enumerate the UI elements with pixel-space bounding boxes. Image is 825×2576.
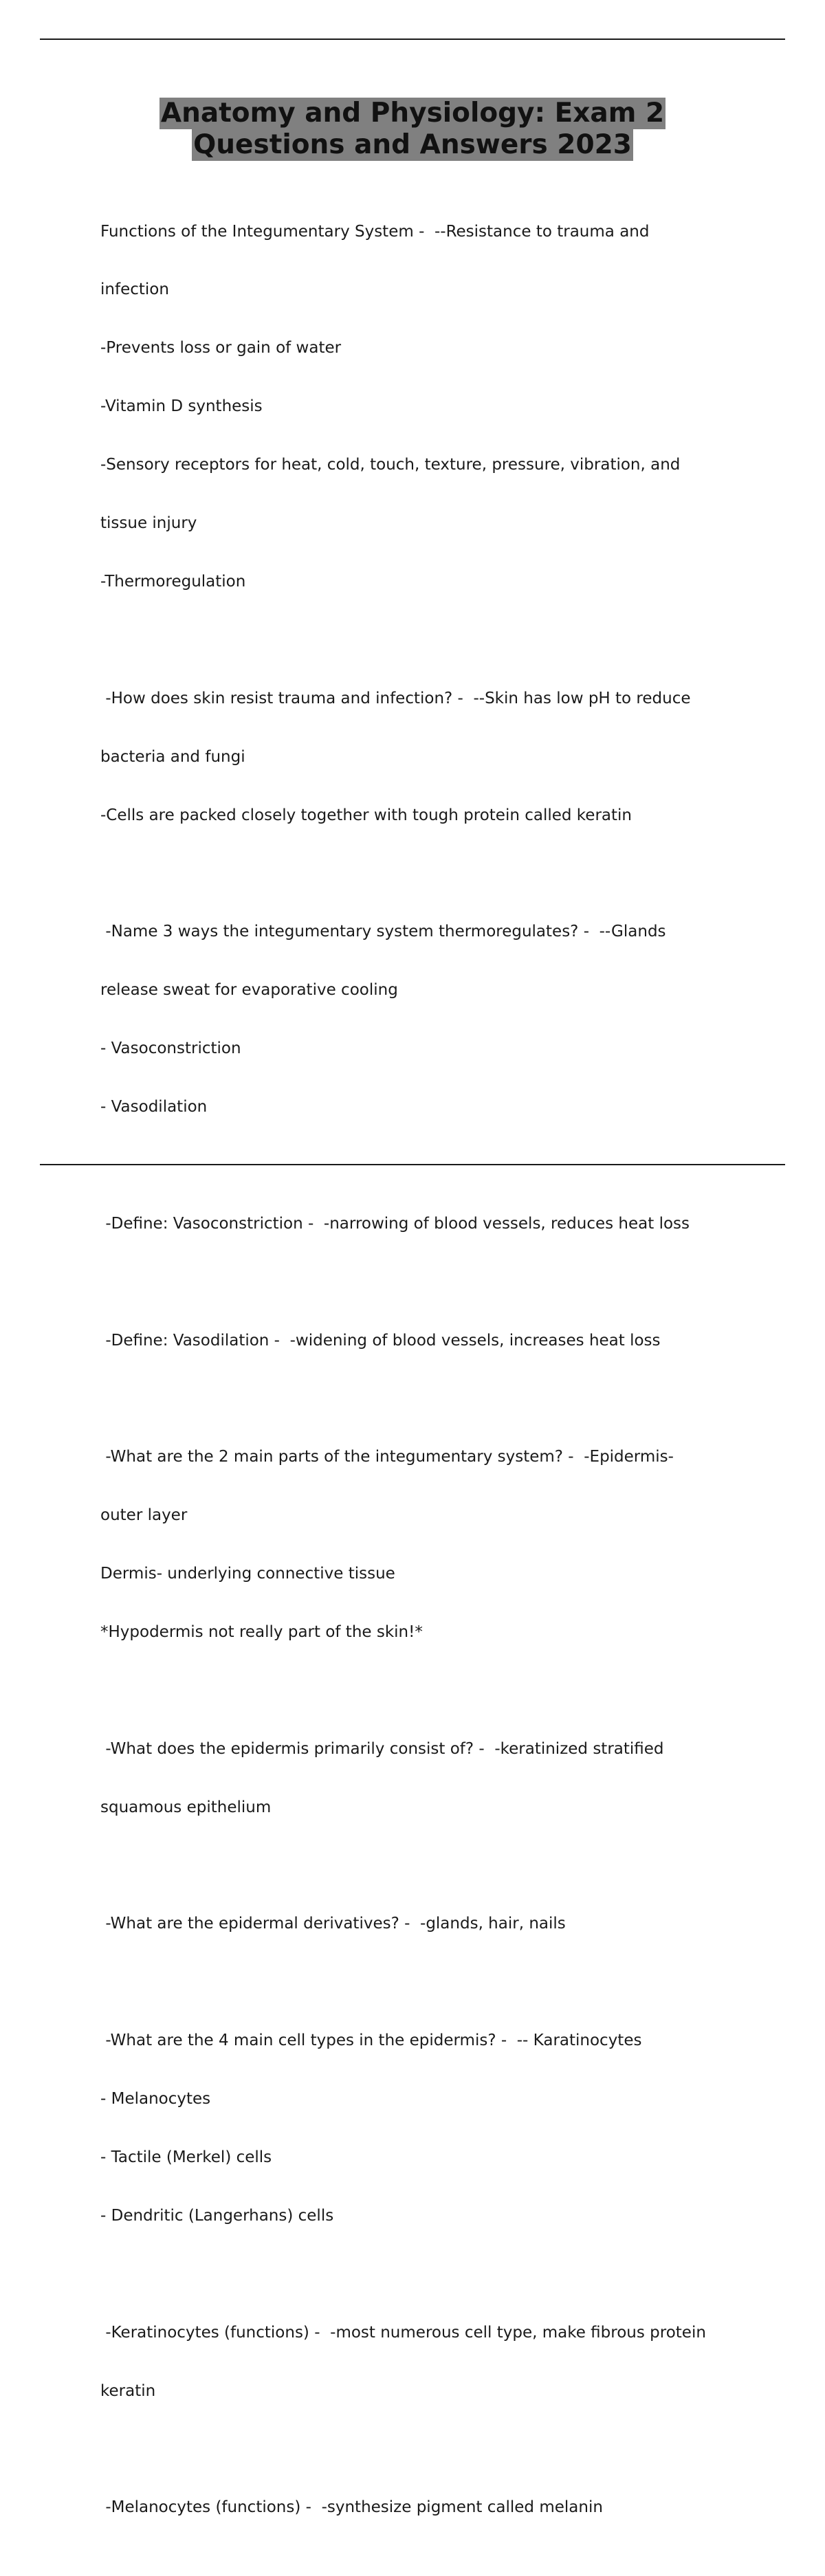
qa-line: -Keratinocytes (functions) - -most numerous cell type, make fibrous protein: [100, 2323, 706, 2342]
qa-line: - Dendritic (Langerhans) cells: [100, 2206, 334, 2225]
qa-line: -Name 3 ways the integumentary system thermoregulates? - --Glands: [100, 923, 666, 941]
qa-item-6: [100, 1409, 747, 1681]
qa-line: -What are the epidermal derivatives? - -glands, hair, nails: [100, 1915, 566, 1933]
qa-line: -How does skin resist trauma and infection? - --Skin has low pH to reduce: [100, 689, 691, 707]
qa-line: -Vitamin D synthesis: [100, 397, 263, 416]
qa-item-2: [100, 650, 747, 863]
qa-line: infection: [100, 280, 169, 299]
qa-item-5: [100, 1292, 747, 1389]
qa-line: - Tactile (Merkel) cells: [100, 2148, 272, 2166]
qa-line: keratin: [100, 2381, 156, 2400]
qa-line: -Cells are packed closely together with tough protein called keratin: [100, 806, 632, 824]
qa-item-11: [100, 2459, 747, 2556]
qa-item-7: [100, 1700, 747, 1856]
qa-line: -Define: Vasoconstriction - -narrowing of blood vessels, reduces heat loss: [100, 1214, 690, 1233]
qa-line: Functions of the Integumentary System - --Resistance to trauma and: [100, 222, 650, 241]
qa-line: -Prevents loss or gain of water: [100, 339, 342, 357]
title-line-1: Anatomy and Physiology: Exam 2: [160, 98, 665, 129]
qa-line: - Vasodilation: [100, 1097, 208, 1116]
qa-line: release sweat for evaporative cooling: [100, 981, 398, 1000]
qa-item-10: [100, 2284, 747, 2439]
qa-line: - Melanocytes: [100, 2090, 211, 2109]
qa-line: - Vasoconstriction: [100, 1039, 241, 1058]
qa-line: outer layer: [100, 1506, 188, 1525]
qa-item-9: [100, 1992, 747, 2265]
qa-line: -What are the 2 main parts of the integumentary system? - -Epidermis-: [100, 1448, 674, 1466]
qa-item-3: [100, 883, 747, 1156]
qa-line: tissue injury: [100, 514, 197, 533]
qa-line: squamous epithelium: [100, 1798, 272, 1816]
qa-line: -Sensory receptors for heat, cold, touch, texture, pressure, vibration, and: [100, 456, 681, 474]
qa-line: -What does the epidermis primarily consist of? - -keratinized stratified: [100, 1739, 664, 1758]
footer-rule: [40, 1164, 785, 1165]
document-title: [0, 98, 825, 161]
qa-line: -Melanocytes (functions) - -synthesize pigment called melanin: [100, 2498, 603, 2517]
qa-line: *Hypodermis not really part of the skin!*: [100, 1622, 423, 1641]
qa-item-4: [100, 1175, 747, 1272]
document-body: [100, 183, 747, 2576]
header-rule: [40, 38, 785, 40]
qa-item-8: [100, 1875, 747, 1972]
qa-line: -Define: Vasodilation - -widening of blood vessels, increases heat loss: [100, 1331, 661, 1350]
qa-line: Dermis- underlying connective tissue: [100, 1565, 395, 1583]
title-line-2: Questions and Answers 2023: [193, 129, 632, 160]
qa-line: -Thermoregulation: [100, 572, 246, 591]
qa-line: -What are the 4 main cell types in the epidermis? - -- Karatinocytes: [100, 2032, 642, 2050]
qa-line: bacteria and fungi: [100, 747, 245, 766]
qa-item-1: [100, 183, 747, 630]
